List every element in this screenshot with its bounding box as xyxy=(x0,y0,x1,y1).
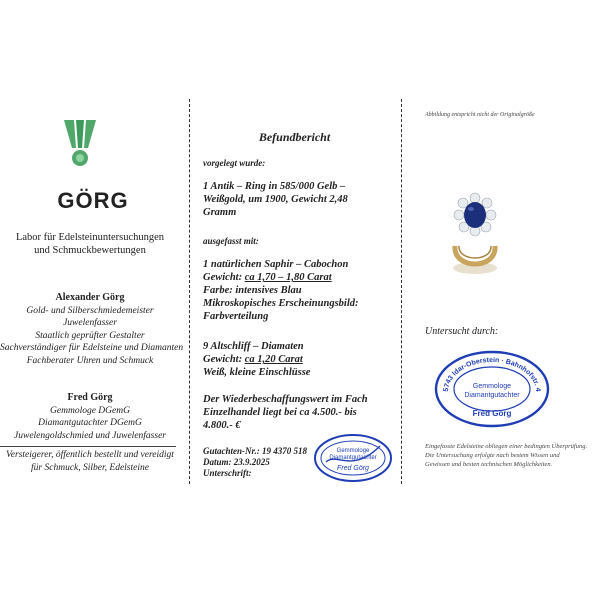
weight-value: ca 1,70 – 1,80 Carat xyxy=(244,272,332,283)
person-title: Gold- und Silberschmiedemeister xyxy=(26,305,154,316)
person-title: Juwelenfasser xyxy=(63,318,117,328)
stone-weight: Gewicht: ca 1,20 Carat xyxy=(203,354,303,365)
goerg-logo-icon xyxy=(62,118,98,168)
lab-line-1: Labor für Edelsteinuntersuchungen xyxy=(15,232,165,243)
auctioneer-line: für Schmuck, Silber, Edelsteine xyxy=(31,462,149,473)
examined-by-label: Untersucht durch: xyxy=(425,326,499,337)
person-title: Diamantgutachter DGemG xyxy=(38,418,142,428)
stamp-address: 5743 Idar-Oberstein · Bahnhofstr. 4 xyxy=(442,356,542,393)
disclaimer xyxy=(425,442,595,469)
stone-weight: Gewicht: ca 1,70 – 1,80 Carat xyxy=(203,272,332,283)
brand-name: GÖRG xyxy=(57,188,129,213)
stone-line: Weiß, kleine Einschlüsse xyxy=(203,367,311,378)
value-line: 4.800.- € xyxy=(203,420,241,431)
stone-line: Farbe: intensives Blau xyxy=(203,285,302,296)
person-name: Fred Görg xyxy=(67,392,113,403)
stone-line: 9 Altschliff – Diamaten xyxy=(203,341,304,352)
value-line: Der Wiederbeschaffungswert im Fach xyxy=(203,394,368,405)
person-alexander xyxy=(0,292,184,367)
item-line: Gramm xyxy=(203,207,237,218)
person-name: Alexander Görg xyxy=(55,292,125,303)
auctioneer-line: Versteigerer, öffentlich bestellt und vereidigt xyxy=(6,450,174,460)
lab-description xyxy=(0,231,180,257)
value-line: Einzelhandel liegt bei ca 4.500.- bis xyxy=(203,407,357,418)
disclaimer-line: Gewissen und besten technischen Möglichkeiten. xyxy=(425,461,553,468)
stamp-text: Diamantgutachter xyxy=(329,455,377,461)
item-description xyxy=(203,180,395,219)
person-title: Sachverständiger für Edelsteine und Diamanten xyxy=(0,343,184,353)
signature-label: Unterschrift: xyxy=(203,468,252,478)
stone-line: 1 natürlichen Saphir – Cabochon xyxy=(203,259,349,270)
middle-stamp-icon xyxy=(312,432,394,484)
report-date: Datum: 23.9.2025 xyxy=(203,457,270,467)
disclaimer-line: Die Untersuchung erfolgte nach bestem Wissen und xyxy=(425,452,560,459)
auctioneer-note xyxy=(0,449,180,474)
stamp-text: Fred Görg xyxy=(472,409,512,418)
diamond-details xyxy=(203,340,395,379)
set-with-label: ausgefasst mit: xyxy=(203,236,259,246)
ring-photo xyxy=(425,150,525,300)
stone-line: Mikroskopisches Erscheinungsbild: xyxy=(203,298,359,309)
person-fred xyxy=(0,392,180,442)
disclaimer-line: Eingefasste Edelsteine obliegen einer bedingten Überprüfung. xyxy=(425,443,588,450)
person-title: Staatlich geprüfter Gestalter xyxy=(35,330,145,341)
stamp-text: Fred Görg xyxy=(337,465,369,472)
stamp-text: Gemmologe xyxy=(336,448,370,454)
lab-line-2: und Schmuckbewertungen xyxy=(34,245,146,256)
sapphire-details xyxy=(203,258,395,323)
replacement-value xyxy=(203,393,395,432)
person-title: Gemmologe DGemG xyxy=(50,405,130,416)
person-title: Fachberater Uhren und Schmuck xyxy=(26,355,154,366)
item-line: 1 Antik – Ring in 585/000 Gelb – xyxy=(203,181,346,192)
person-title: Juwelengoldschmied und Juwelenfasser xyxy=(14,430,166,441)
stamp-text: Gemmologe xyxy=(472,383,512,390)
image-scale-note: Abbildung entspricht nicht der Originalgröße xyxy=(425,112,535,118)
weight-value: ca 1,20 Carat xyxy=(244,354,303,365)
stamp-text: Diamantgutachter xyxy=(464,392,520,399)
item-line: Weißgold, um 1900, Gewicht 2,48 xyxy=(203,194,348,205)
stone-line: Farbverteilung xyxy=(203,311,269,322)
report-title: Befundbericht xyxy=(258,130,331,144)
divider xyxy=(0,446,176,447)
report-number: Gutachten-Nr.: 19 4370 518 xyxy=(203,446,308,456)
examiner-stamp-icon xyxy=(432,348,552,430)
submitted-label: vorgelegt wurde: xyxy=(203,158,266,168)
